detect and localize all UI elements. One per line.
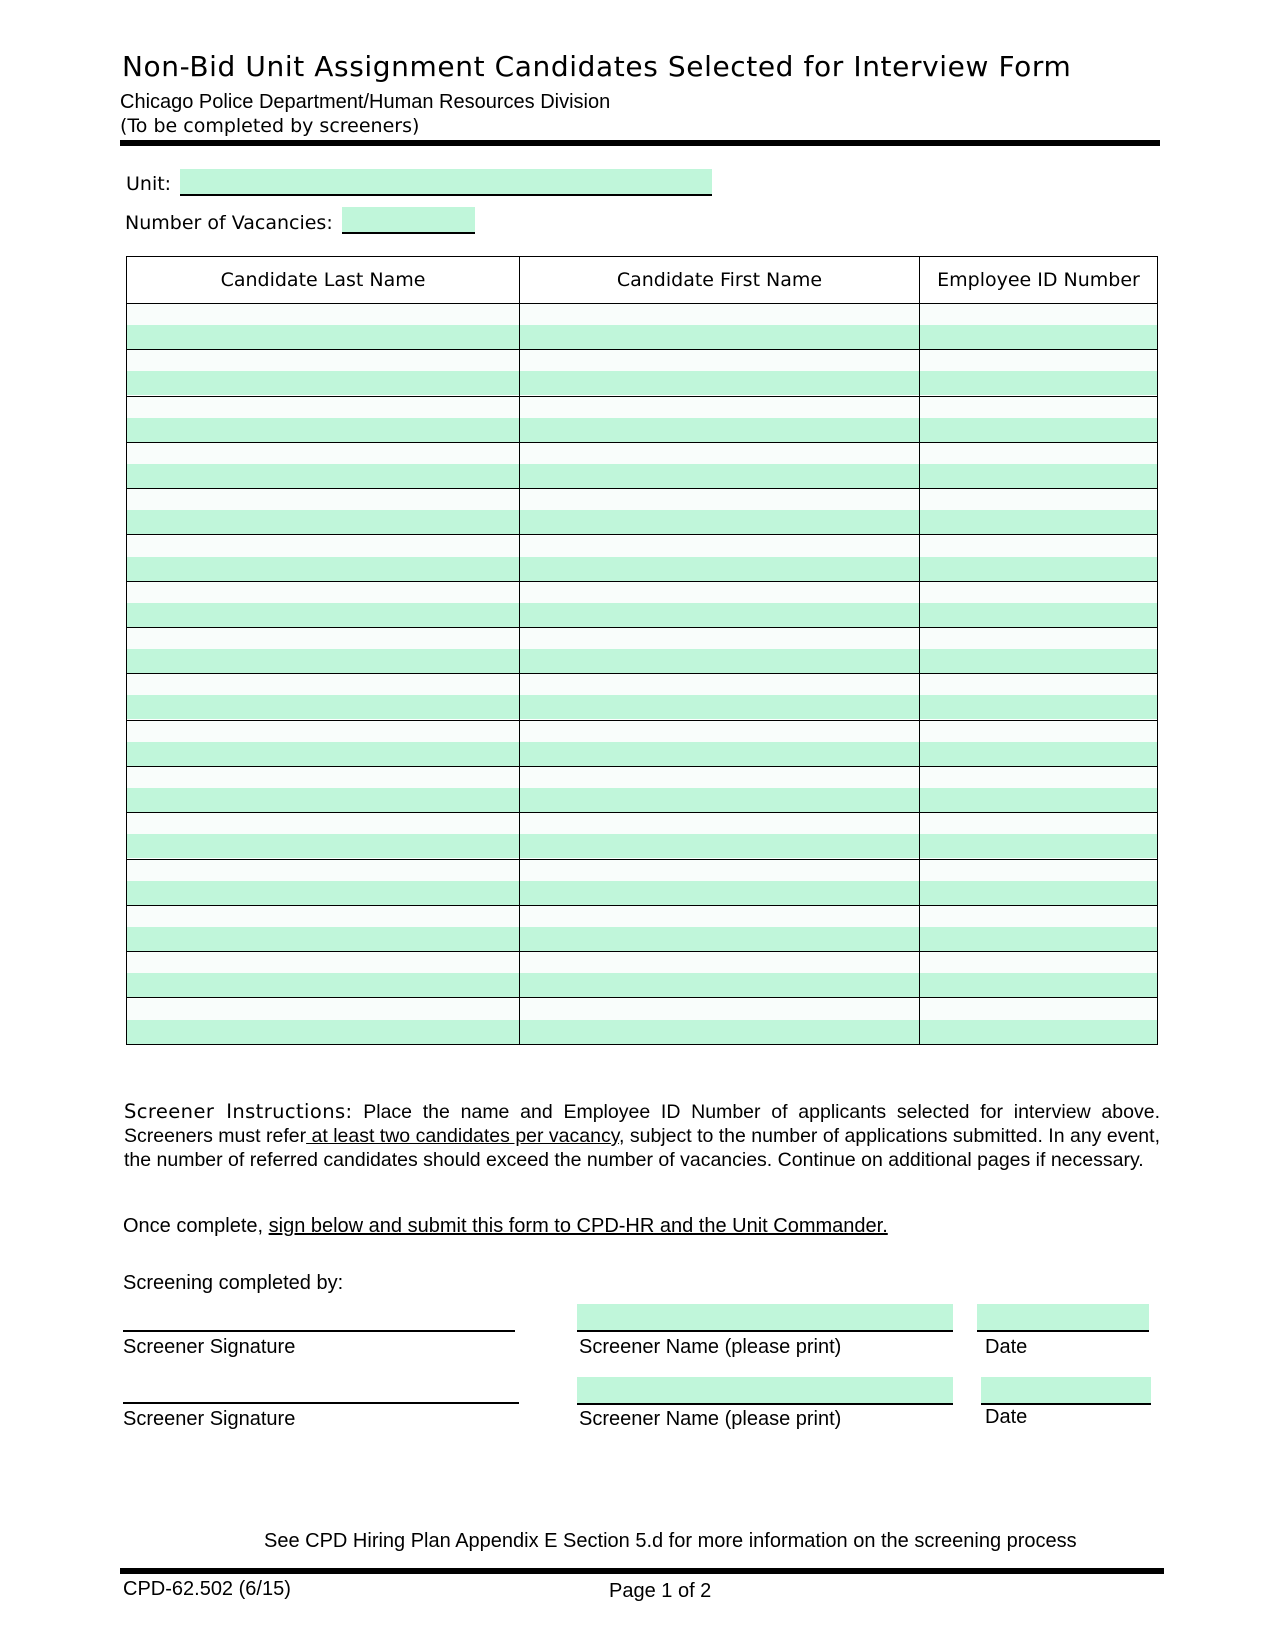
cell-first-name[interactable] [520,350,919,396]
instructions-text-continued: , subject to the number of applications submitted. In any event, the number of referred candidates should exceed the number of vacancies. Continue on additional pages if necessary. [124,1125,1160,1171]
cell-first-name[interactable] [520,628,919,674]
unit-input[interactable] [180,169,712,196]
table-header [127,257,1157,304]
cell-last-name[interactable] [127,813,519,859]
cell-employee-id[interactable] [920,813,1157,859]
table-row [127,860,1157,906]
date-caption-2: Date [985,1406,1028,1428]
column-header-first-name: Candidate First Name [616,269,823,291]
cell-last-name[interactable] [127,999,519,1045]
cell-last-name[interactable] [127,350,519,396]
cell-employee-id[interactable] [920,397,1157,443]
header-rule [120,140,1160,146]
screener-name-input-2[interactable] [577,1377,953,1405]
cell-last-name[interactable] [127,304,519,350]
cell-last-name[interactable] [127,906,519,952]
cell-first-name[interactable] [520,767,919,813]
cell-employee-id[interactable] [920,674,1157,720]
name-caption-1: Screener Name (please print) [579,1336,842,1358]
completion-note: (To be completed by screeners) [120,115,420,137]
cell-employee-id[interactable] [920,350,1157,396]
cell-employee-id[interactable] [920,860,1157,906]
cell-last-name[interactable] [127,628,519,674]
signature-caption-1: Screener Signature [123,1336,296,1358]
cell-employee-id[interactable] [920,443,1157,489]
cell-employee-id[interactable] [920,536,1157,582]
signature-line-1[interactable] [123,1330,515,1332]
screener-instructions [124,1100,1160,1172]
date-input-1[interactable] [977,1304,1149,1332]
cell-last-name[interactable] [127,582,519,628]
table-row [127,906,1157,952]
candidates-table [126,256,1158,1045]
cell-last-name[interactable] [127,674,519,720]
cell-last-name[interactable] [127,952,519,998]
unit-label: Unit: [126,173,172,195]
cell-employee-id[interactable] [920,721,1157,767]
hiring-plan-reference: See CPD Hiring Plan Appendix E Section 5.d for more information on the screening process [264,1530,1077,1552]
column-header-employee-id: Employee ID Number [937,269,1140,291]
instructions-lead: Screener Instructions: [124,1100,353,1123]
submit-instruction [123,1215,888,1238]
cell-first-name[interactable] [520,674,919,720]
table-row [127,628,1157,674]
column-divider [919,257,920,1044]
column-header-last-name: Candidate Last Name [220,269,426,291]
table-row [127,397,1157,443]
table-row [127,443,1157,489]
cell-first-name[interactable] [520,860,919,906]
cell-first-name[interactable] [520,489,919,535]
cell-employee-id[interactable] [920,628,1157,674]
table-row [127,813,1157,859]
cell-employee-id[interactable] [920,906,1157,952]
table-row [127,582,1157,628]
cell-employee-id[interactable] [920,582,1157,628]
form-title: Non-Bid Unit Assignment Candidates Selected for Interview Form [122,50,1072,83]
column-divider [519,257,520,1044]
cell-last-name[interactable] [127,397,519,443]
cell-first-name[interactable] [520,536,919,582]
cell-employee-id[interactable] [920,304,1157,350]
cell-first-name[interactable] [520,582,919,628]
cell-employee-id[interactable] [920,952,1157,998]
cell-first-name[interactable] [520,397,919,443]
cell-last-name[interactable] [127,767,519,813]
vacancies-input[interactable] [342,207,475,234]
cell-last-name[interactable] [127,721,519,767]
table-row [127,536,1157,582]
page-number: Page 1 of 2 [609,1580,712,1602]
submit-instruction-prefix: Once complete, [123,1215,269,1237]
cell-first-name[interactable] [520,443,919,489]
date-caption-1: Date [985,1336,1028,1358]
cell-first-name[interactable] [520,813,919,859]
cell-first-name[interactable] [520,721,919,767]
cell-first-name[interactable] [520,304,919,350]
table-row [127,721,1157,767]
signature-caption-2: Screener Signature [123,1408,296,1430]
table-row [127,304,1157,350]
footer-rule [120,1568,1164,1574]
screener-name-input-1[interactable] [577,1304,953,1332]
cell-employee-id[interactable] [920,999,1157,1045]
date-input-2[interactable] [981,1377,1151,1405]
cell-first-name[interactable] [520,999,919,1045]
cell-last-name[interactable] [127,443,519,489]
signature-line-2[interactable] [123,1402,519,1404]
table-row [127,350,1157,396]
cell-first-name[interactable] [520,906,919,952]
table-row [127,674,1157,720]
table-row [127,952,1157,998]
table-row [127,999,1157,1045]
cell-last-name[interactable] [127,489,519,535]
cell-first-name[interactable] [520,952,919,998]
cell-last-name[interactable] [127,860,519,906]
name-caption-2: Screener Name (please print) [579,1408,842,1430]
instructions-text: Place the name and Employee ID Number of applicants selected for interview above. Screeners must refer [124,1101,1160,1147]
instructions-emphasis: at least two candidates per vacancy [306,1125,620,1147]
submit-instruction-emphasis: sign below and submit this form to CPD-HR and the Unit Commander. [268,1215,888,1237]
table-row [127,767,1157,813]
screening-completed-label: Screening completed by: [123,1272,344,1294]
table-row [127,489,1157,535]
cell-last-name[interactable] [127,536,519,582]
cell-employee-id[interactable] [920,489,1157,535]
form-number: CPD-62.502 (6/15) [123,1578,291,1600]
department-subtitle: Chicago Police Department/Human Resources Division [120,91,611,113]
vacancies-label: Number of Vacancies: [125,212,333,234]
cell-employee-id[interactable] [920,767,1157,813]
